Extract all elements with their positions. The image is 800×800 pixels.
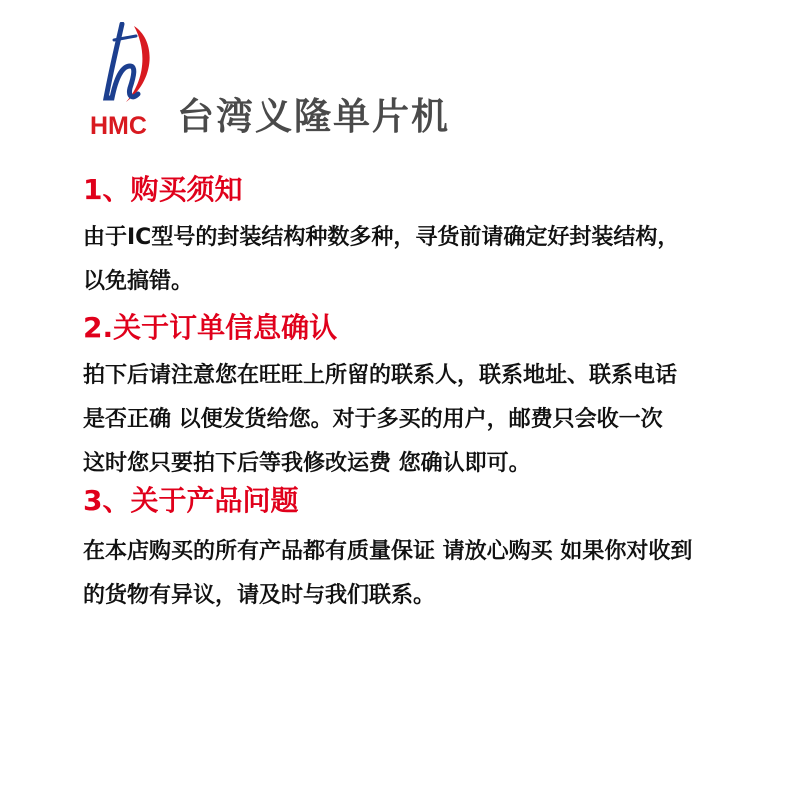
section-body-purchase-notice <box>83 216 763 304</box>
logo-text: HMC <box>90 112 147 140</box>
hmc-logo-icon <box>96 22 156 106</box>
section-body-product-issues <box>83 530 763 618</box>
section-heading-product-issues: 3、关于产品问题 <box>83 484 299 517</box>
body-line: 是否正确 以便发货给您。对于多买的用户，邮费只会收一次 <box>83 407 663 432</box>
body-line: 拍下后请注意您在旺旺上所留的联系人，联系地址、联系电话 <box>83 363 678 388</box>
body-line: 在本店购买的所有产品都有质量保证 请放心购买 如果你对收到 <box>83 539 693 564</box>
section-heading-order-confirm: 2.关于订单信息确认 <box>83 311 338 344</box>
hmc-logo <box>90 22 162 140</box>
body-line: 这时您只要拍下后等我修改运费 您确认即可。 <box>83 451 531 476</box>
section-heading-purchase-notice: 1、购买须知 <box>83 173 243 206</box>
section-body-order-confirm <box>83 354 763 486</box>
brand-title: 台湾义隆单片机 <box>177 95 450 138</box>
body-line: 以免搞错。 <box>83 269 194 294</box>
body-line: 由于IC型号的封装结构种数多种，寻货前请确定好封装结构， <box>83 225 680 250</box>
body-line: 的货物有异议，请及时与我们联系。 <box>83 583 436 608</box>
